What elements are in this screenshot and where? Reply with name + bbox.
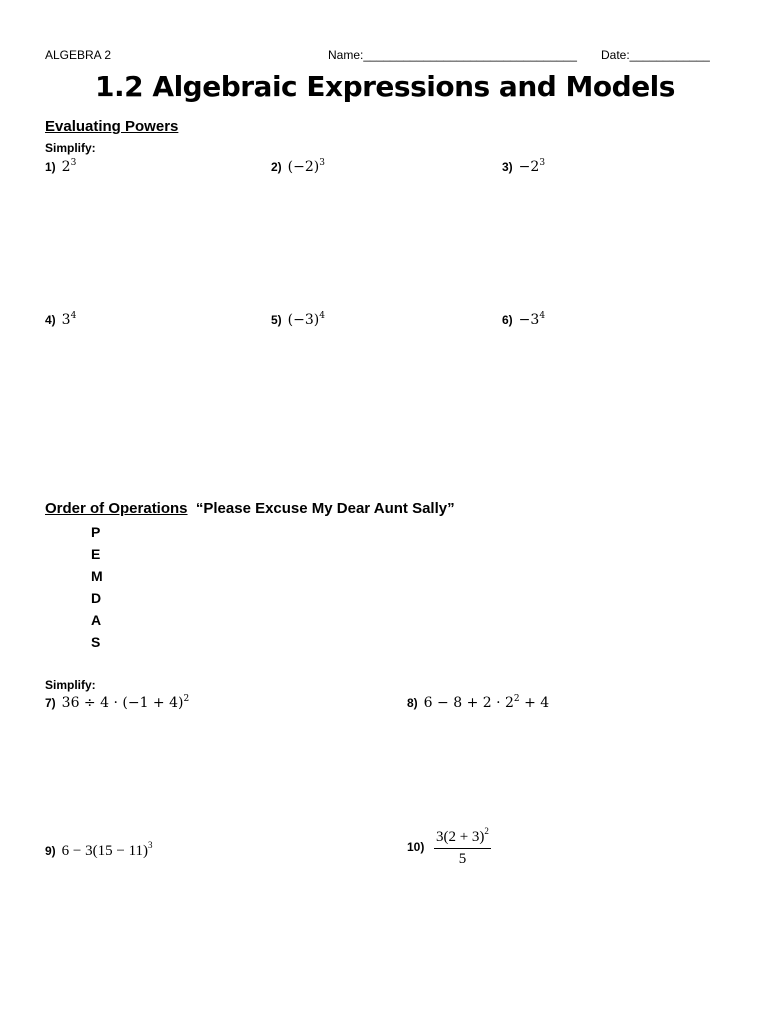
problem-number: 6) (502, 313, 513, 327)
problem-number: 1) (45, 160, 56, 174)
problem-exponent: 3 (319, 158, 325, 168)
problem-10 (407, 826, 491, 868)
problem-base: 2 (61, 159, 71, 175)
problem-number: 3) (502, 160, 513, 174)
problem-number: 9) (45, 844, 56, 858)
problem-exponent: 2 (183, 694, 190, 704)
section-heading-text: Evaluating Powers (45, 118, 179, 135)
problem-5 (271, 311, 325, 328)
problem-expression: 6 − 8 + 2 · 2 (423, 695, 514, 711)
pemdas-letter-d: D (91, 590, 102, 606)
problem-expression: 6 − 3(15 − 11) (61, 843, 149, 859)
problem-number: 2) (271, 160, 282, 174)
problem-6 (502, 311, 545, 328)
problem-8 (407, 694, 549, 711)
problem-exponent: 3 (539, 158, 546, 168)
pemdas-letter-a: A (91, 612, 102, 628)
fraction (434, 826, 491, 868)
problem-number: 7) (45, 696, 56, 710)
date-field-label: Date:____________ (601, 48, 710, 62)
pemdas-letter-e: E (91, 546, 101, 562)
problem-exponent: 3 (148, 840, 153, 850)
problem-expression: 36 ÷ 4 · (−1 + 4) (61, 695, 184, 711)
simplify-instruction-2: Simplify: (45, 678, 96, 692)
problem-base: (−2) (287, 159, 320, 175)
problem-exponent: 2 (513, 694, 520, 704)
pemdas-letter-m: M (91, 568, 103, 584)
problem-9 (45, 840, 153, 860)
problem-2 (271, 158, 325, 175)
section-heading-order-of-operations (45, 500, 455, 517)
problem-exponent: 3 (70, 158, 77, 168)
mnemonic-text: “Please Excuse My Dear Aunt Sally” (195, 500, 455, 517)
problem-number: 4) (45, 313, 56, 327)
pemdas-letter-p: P (91, 524, 101, 540)
numerator-text: 3(2 + 3) (435, 829, 485, 845)
problem-exponent: 2 (484, 826, 489, 836)
problem-base: −2 (518, 159, 540, 175)
section-heading-evaluating-powers (45, 118, 178, 135)
problem-number: 10) (407, 840, 425, 854)
problem-base: (−3) (287, 312, 320, 328)
fraction-denominator: 5 (458, 851, 467, 867)
problem-base: 3 (61, 312, 71, 328)
problem-exponent: 4 (319, 311, 325, 321)
problem-expression-tail: + 4 (519, 695, 550, 711)
problem-7 (45, 694, 189, 711)
page-title: 1.2 Algebraic Expressions and Models (95, 70, 675, 103)
problem-number: 5) (271, 313, 282, 327)
pemdas-letter-s: S (91, 634, 101, 650)
problem-base: −3 (518, 312, 540, 328)
simplify-instruction-1: Simplify: (45, 141, 96, 155)
section-heading-text: Order of Operations (45, 500, 188, 517)
problem-exponent: 4 (539, 311, 546, 321)
course-label: ALGEBRA 2 (45, 48, 112, 62)
name-field-label: Name:________________________________ (328, 48, 577, 62)
problem-4 (45, 311, 76, 328)
problem-3 (502, 158, 545, 175)
fraction-numerator (434, 826, 491, 849)
problem-exponent: 4 (70, 311, 77, 321)
problem-1 (45, 158, 76, 175)
problem-number: 8) (407, 696, 418, 710)
